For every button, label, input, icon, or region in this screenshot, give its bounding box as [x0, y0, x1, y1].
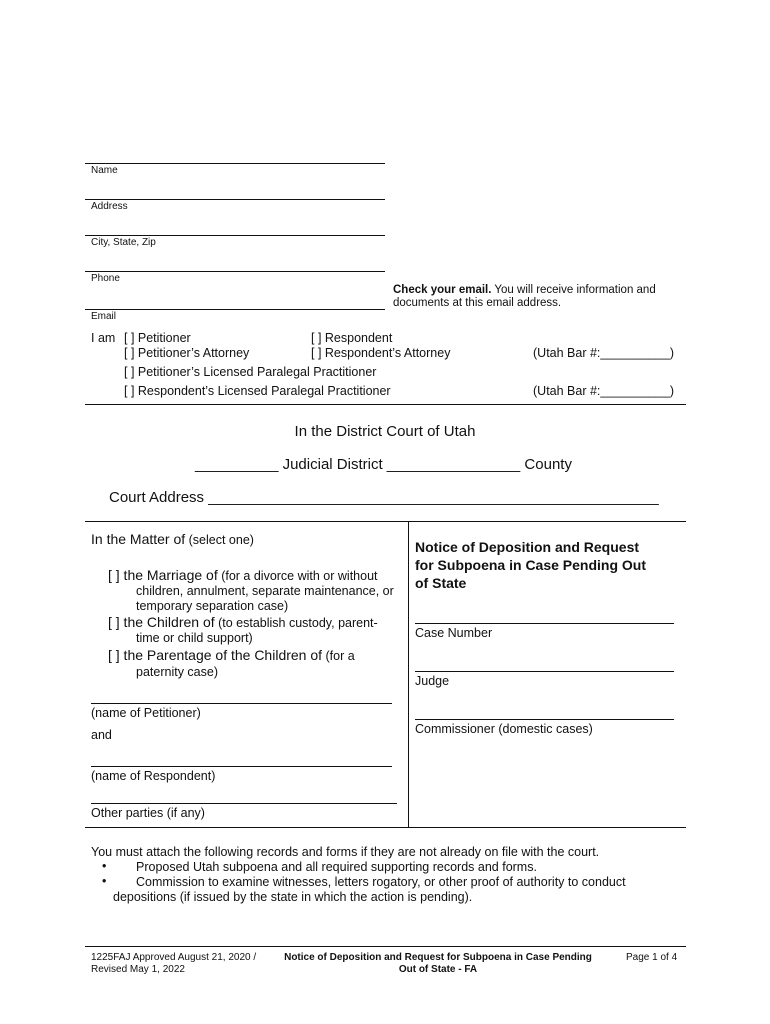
bullet-2-dot: •	[102, 874, 107, 888]
court-address-line[interactable]: Court Address ______________________________________________________	[109, 489, 659, 506]
marriage-line3: temporary separation case)	[136, 599, 289, 613]
footer-form-id-line2: Revised May 1, 2022	[91, 964, 185, 975]
petitioner-name-label: (name of Petitioner)	[91, 706, 201, 720]
parentage-option[interactable]	[108, 647, 355, 665]
i-am-label: I am	[91, 331, 116, 345]
bullet-2-text-line1: Commission to examine witnesses, letters rogatory, or other proof of authority to conduct	[136, 875, 626, 889]
address-line[interactable]	[85, 199, 385, 200]
document-title-line1: Notice of Deposition and Request	[415, 539, 640, 555]
parentage-line2: paternity case)	[136, 665, 218, 679]
footer-title-line2: Out of State - FA	[398, 964, 478, 975]
matter-heading-small: (select one)	[185, 533, 254, 547]
petitioner-checkbox[interactable]: [ ] Petitioner	[124, 331, 191, 345]
utah-bar-field-2[interactable]: (Utah Bar #:__________)	[533, 384, 675, 398]
city-state-zip-label: City, State, Zip	[91, 237, 156, 248]
respondent-name-line[interactable]	[91, 766, 392, 767]
judge-line[interactable]	[415, 671, 674, 672]
name-label: Name	[91, 165, 118, 176]
city-state-zip-line[interactable]	[85, 235, 385, 236]
bullet-2-text-line2: depositions (if issued by the state in which the action is pending).	[113, 890, 473, 904]
petitioner-name-line[interactable]	[91, 703, 392, 704]
check-email-rest: You will receive information and	[491, 284, 656, 296]
email-line[interactable]	[85, 309, 385, 310]
other-parties-label: Other parties (if any)	[91, 806, 205, 820]
section-divider	[85, 404, 686, 405]
name-line[interactable]	[85, 163, 385, 164]
instructions-intro: You must attach the following records and forms if they are not already on file with the court.	[91, 845, 600, 859]
check-email-note	[393, 284, 656, 296]
address-label: Address	[91, 201, 128, 212]
children-small: (to establish custody, parent-	[214, 616, 378, 630]
respondent-attorney-checkbox[interactable]: [ ] Respondent’s Attorney	[311, 346, 451, 360]
bullet-1-text: Proposed Utah subpoena and all required supporting records and forms.	[136, 860, 537, 874]
children-option[interactable]	[108, 614, 378, 632]
parentage-small: (for a	[322, 649, 355, 663]
case-number-line[interactable]	[415, 623, 674, 624]
marriage-big: [ ] the Marriage of	[108, 567, 218, 583]
footer-title-line1: Notice of Deposition and Request for Subpoena in Case Pending	[284, 952, 592, 963]
petitioner-attorney-checkbox[interactable]: [ ] Petitioner’s Attorney	[124, 346, 250, 360]
respondent-checkbox[interactable]: [ ] Respondent	[311, 331, 393, 345]
caption-bottom-border	[85, 827, 686, 828]
check-email-bold: Check your email.	[393, 284, 492, 296]
children-big: [ ] the Children of	[108, 614, 215, 630]
matter-heading-big: In the Matter of	[91, 531, 186, 547]
judge-label: Judge	[415, 674, 450, 688]
footer-form-id-line1: 1225FAJ Approved August 21, 2020 /	[91, 952, 257, 963]
respondent-name-label: (name of Respondent)	[91, 769, 216, 783]
children-line2: time or child support)	[136, 631, 253, 645]
document-title-line2: for Subpoena in Case Pending Out	[415, 557, 647, 573]
parentage-big: [ ] the Parentage of the Children of	[108, 647, 323, 663]
petitioner-lpp-checkbox[interactable]: [ ] Petitioner’s Licensed Paralegal Practitioner	[124, 365, 377, 379]
court-title: In the District Court of Utah	[294, 423, 476, 440]
other-parties-line[interactable]	[91, 803, 397, 804]
bullet-1-dot: •	[102, 859, 107, 873]
caption-divider	[408, 521, 409, 828]
document-title-line3: of State	[415, 575, 467, 591]
caption-top-border	[85, 521, 686, 522]
phone-label: Phone	[91, 273, 120, 284]
marriage-option[interactable]	[108, 567, 378, 585]
utah-bar-field-1[interactable]: (Utah Bar #:__________)	[533, 346, 675, 360]
commissioner-line[interactable]	[415, 719, 674, 720]
email-label: Email	[91, 311, 117, 322]
case-number-label: Case Number	[415, 626, 493, 640]
marriage-small: (for a divorce with or without	[217, 569, 378, 583]
check-email-line2: documents at this email address.	[393, 297, 562, 309]
respondent-lpp-checkbox[interactable]: [ ] Respondent’s Licensed Paralegal Practitioner	[124, 384, 391, 398]
and-label: and	[91, 728, 112, 742]
marriage-line2: children, annulment, separate maintenance, or	[136, 584, 394, 598]
judicial-district-line[interactable]: __________ Judicial District ________________ County	[195, 456, 572, 473]
commissioner-label: Commissioner (domestic cases)	[415, 722, 593, 736]
phone-line[interactable]	[85, 271, 385, 272]
footer-rule	[85, 946, 686, 947]
in-the-matter-heading	[91, 531, 254, 549]
footer-page-number: Page 1 of 4	[626, 952, 678, 963]
